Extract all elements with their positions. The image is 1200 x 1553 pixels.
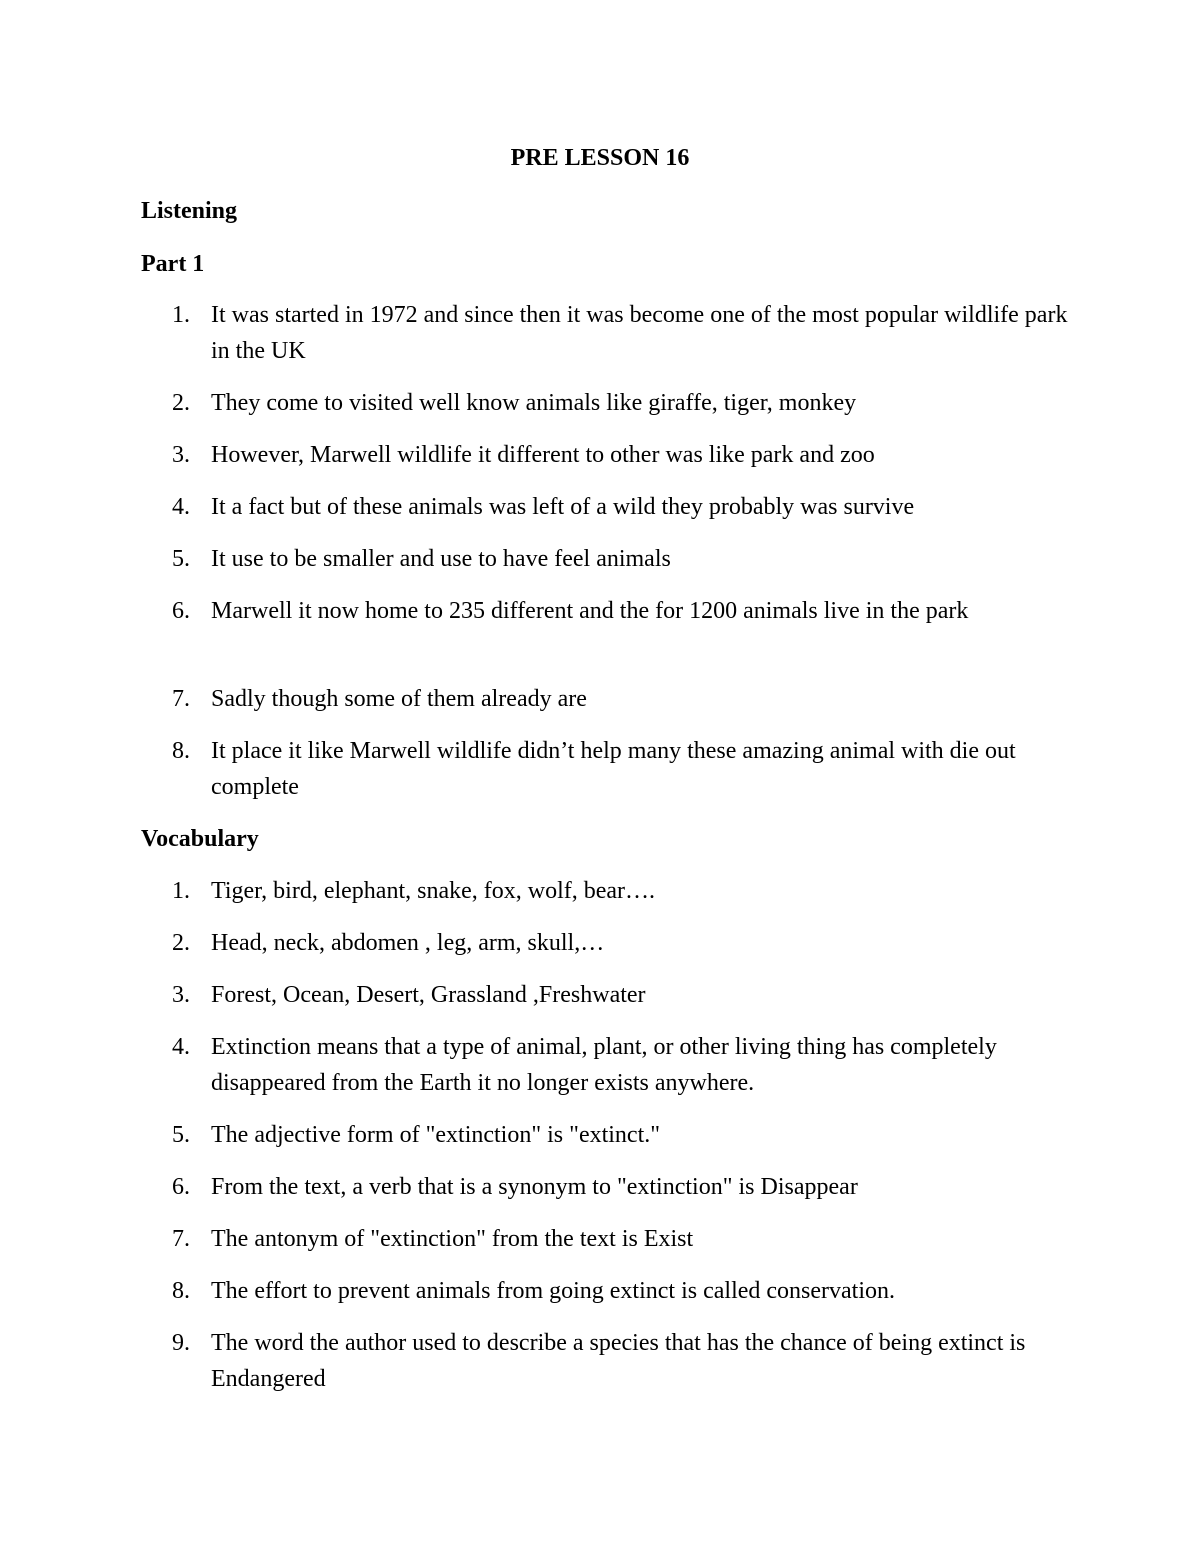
item-number: 3. bbox=[172, 442, 190, 468]
item-number: 6. bbox=[172, 1174, 190, 1200]
item-text: Marwell it now home to 235 different and the for 1200 animals live in the park bbox=[211, 598, 969, 624]
item-number: 1. bbox=[172, 302, 190, 328]
item-text: From the text, a verb that is a synonym to "extinction" is Disappear bbox=[211, 1174, 858, 1200]
item-text: It a fact but of these animals was left of a wild they probably was survive bbox=[211, 494, 915, 520]
item-number: 1. bbox=[172, 878, 190, 904]
item-text: It use to be smaller and use to have feel animals bbox=[211, 546, 671, 572]
item-number: 9. bbox=[172, 1330, 190, 1356]
item-text: Tiger, bird, elephant, snake, fox, wolf, bear…. bbox=[211, 878, 656, 904]
item-number: 7. bbox=[172, 686, 190, 712]
item-text: The antonym of "extinction" from the text is Exist bbox=[211, 1226, 694, 1252]
item-text: The adjective form of "extinction" is "extinct." bbox=[211, 1122, 661, 1148]
item-text: It was started in 1972 and since then it was become one of the most popular wildlife park in the UK bbox=[211, 302, 1068, 364]
item-number: 5. bbox=[172, 1122, 190, 1148]
listening-heading: Listening bbox=[141, 198, 238, 224]
document-title: PRE LESSON 16 bbox=[510, 145, 690, 171]
item-text: Sadly though some of them already are bbox=[211, 686, 587, 712]
item-text: It place it like Marwell wildlife didn’t help many these amazing animal with die out complete bbox=[211, 738, 1016, 800]
item-number: 7. bbox=[172, 1226, 190, 1252]
item-text: Head, neck, abdomen , leg, arm, skull,… bbox=[211, 930, 605, 956]
item-text: Extinction means that a type of animal, plant, or other living thing has completely disappeared from the Earth it no longer exists anywhere. bbox=[211, 1034, 997, 1096]
vocabulary-heading: Vocabulary bbox=[141, 826, 259, 852]
item-text: They come to visited well know animals like giraffe, tiger, monkey bbox=[211, 390, 857, 416]
item-number: 4. bbox=[172, 494, 190, 520]
item-number: 8. bbox=[172, 1278, 190, 1304]
item-number: 5. bbox=[172, 546, 190, 572]
item-text: Forest, Ocean, Desert, Grassland ,Freshwater bbox=[211, 982, 646, 1008]
item-number: 8. bbox=[172, 738, 190, 764]
item-text: However, Marwell wildlife it different to other was like park and zoo bbox=[211, 442, 875, 468]
item-number: 6. bbox=[172, 598, 190, 624]
item-text: The effort to prevent animals from going extinct is called conservation. bbox=[211, 1278, 896, 1304]
item-number: 2. bbox=[172, 930, 190, 956]
item-number: 3. bbox=[172, 982, 190, 1008]
item-number: 4. bbox=[172, 1034, 190, 1060]
part1-heading: Part 1 bbox=[141, 251, 205, 277]
item-text: The word the author used to describe a species that has the chance of being extinct is Endangered bbox=[211, 1330, 1026, 1392]
item-number: 2. bbox=[172, 390, 190, 416]
